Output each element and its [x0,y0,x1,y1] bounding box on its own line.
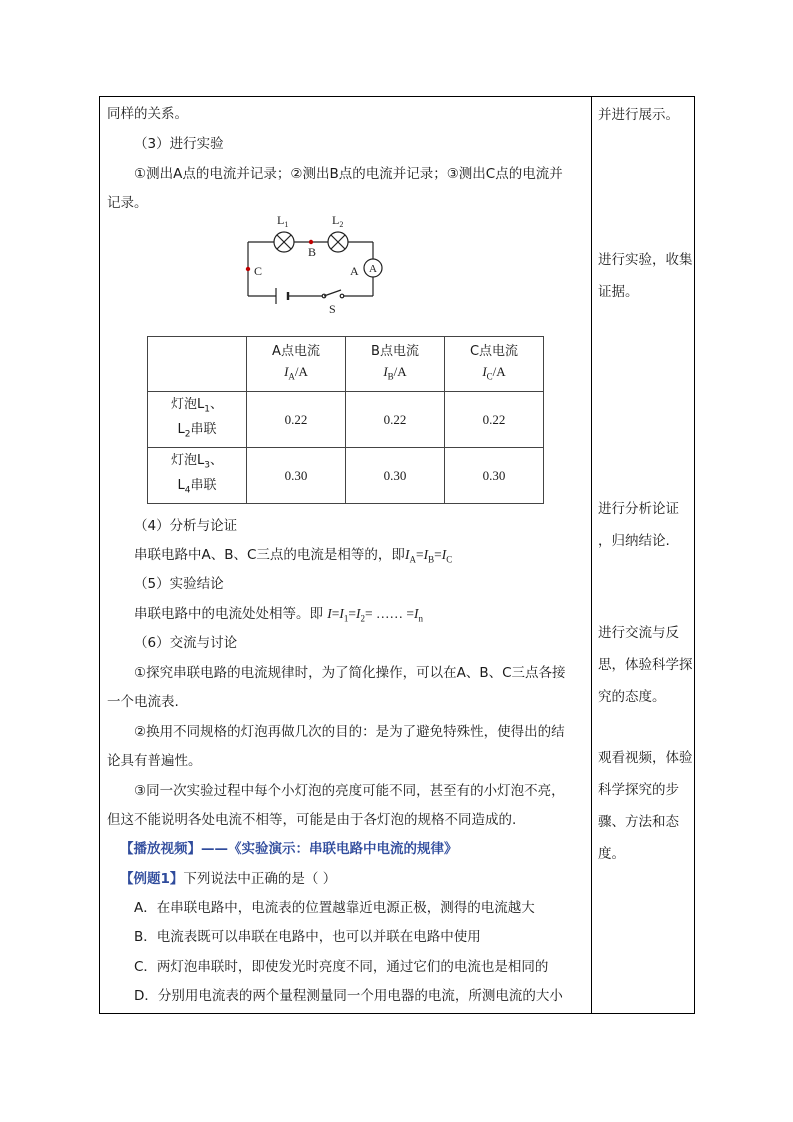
svg-text:A: A [350,264,359,278]
table-cell: 0.30 [247,448,346,504]
text-line: 同样的关系。 [107,106,188,122]
side-note-2-cont: 证据。 [598,284,639,300]
side-note-3: 进行分析论证 [598,501,679,517]
side-note-5-cont2: 骤、方法和态 [598,814,679,830]
table-cell: 0.30 [346,448,445,504]
discussion-2-cont: 论具有普遍性。 [107,753,202,769]
side-note-5-cont: 科学探究的步 [598,782,679,798]
step4-heading: （4）分析与论证 [134,518,238,534]
table-row [148,448,544,504]
side-note-1: 并进行展示。 [598,107,679,123]
battery-icon [276,288,288,304]
side-note-4: 进行交流与反 [598,625,679,641]
svg-text:L2: $L_2$ [332,213,344,229]
side-note-4-cont: 思，体验科学探 [598,657,693,673]
table-cell: 0.22 [445,392,544,448]
row-label: 灯泡$L_3$、 $L_4$串联 [148,448,247,504]
node-b-icon [309,240,313,244]
ammeter-icon [364,259,382,277]
svg-text:A: A [369,263,377,275]
step5-body: 串联电路中的电流处处相等。即 $I=I_1=I_2=$ …… $=I_n$ [134,606,424,624]
discussion-3-cont: 但这不能说明各处电流不相等，可能是由于各灯泡的规格不同造成的. [107,812,517,828]
header-c: C点电流 $I_C/A$ [445,337,544,392]
discussion-3: ③同一次实验过程中每个小灯泡的亮度可能不同，甚至有的小灯泡不亮， [134,783,565,799]
header-a: A点电流 $I_A/A$ [247,337,346,392]
step3-body: ①测出A点的电流并记录；②测出B点的电流并记录；③测出C点的电流并 [134,166,563,182]
circuit-diagram [236,208,386,318]
option-b: B．电流表既可以串联在电路中，也可以并联在电路中使用 [134,929,481,945]
option-c: C．两灯泡串联时，即使发光时亮度不同，通过它们的电流也是相同的 [134,959,549,975]
node-c-icon [246,267,250,271]
discussion-1-cont: 一个电流表. [107,694,179,710]
switch-icon [322,290,344,298]
side-note-5-cont3: 度。 [598,846,625,862]
table-cell: 0.30 [445,448,544,504]
step3-heading: （3）进行实验 [134,136,224,152]
lamp-l2-icon [328,232,348,252]
option-a: A．在串联电路中，电流表的位置越靠近电源正极，测得的电流越大 [134,900,535,916]
column-divider [591,96,592,1014]
table-cell: 0.22 [346,392,445,448]
step5-heading: （5）实验结论 [134,576,224,592]
header-b: B点电流 $I_B/A$ [346,337,445,392]
svg-text:L1: $L_1$ [277,213,289,229]
svg-text:C: C [254,264,263,278]
side-note-2: 进行实验，收集 [598,252,693,268]
table-cell: 0.22 [247,392,346,448]
side-note-5: 观看视频，体验 [598,750,693,766]
svg-text:B: B [308,245,317,259]
discussion-1: ①探究串联电路的电流规律时，为了简化操作，可以在A、B、C三点各接 [134,665,566,681]
table-corner [148,337,247,392]
side-note-3-cont: ，归纳结论. [598,533,670,549]
table-row [148,392,544,448]
step3-body-cont: 记录。 [107,195,148,211]
example-1: 【例题1】下列说法中正确的是（ ） [120,871,337,887]
svg-text:S: S [329,302,336,316]
current-data-table [147,336,544,504]
lamp-l1-icon [274,232,294,252]
discussion-2: ②换用不同规格的灯泡再做几次的目的：是为了避免特殊性，使得出的结 [134,724,565,740]
video-heading: 【播放视频】——《实验演示：串联电路中电流的规律》 [120,841,458,857]
step4-body: 串联电路中A、B、C三点的电流是相等的，即$I_A=I_B=I_C$ [134,547,453,565]
table-header-row [148,337,544,392]
side-note-4-cont2: 究的态度。 [598,689,666,705]
row-label: 灯泡$L_1$、 $L_2$串联 [148,392,247,448]
step6-heading: （6）交流与讨论 [134,635,238,651]
option-d: D．分别用电流表的两个量程测量同一个用电器的电流，所测电流的大小 [134,988,563,1004]
